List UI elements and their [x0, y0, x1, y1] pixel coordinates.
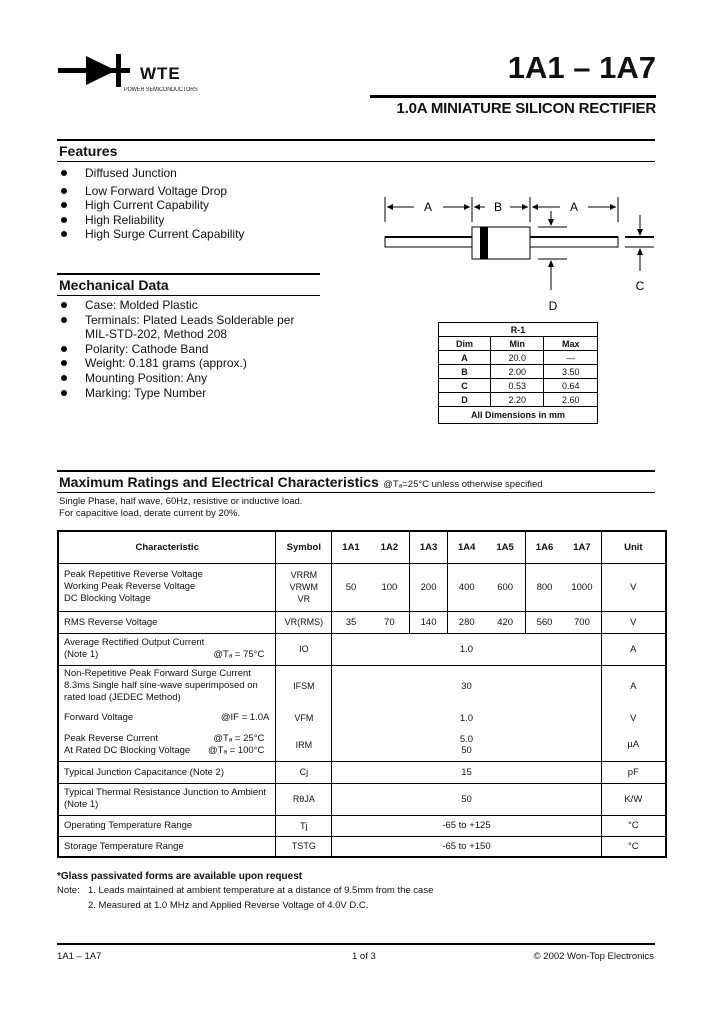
dim-label-a: A: [569, 200, 579, 214]
ratings-top-rule: [57, 470, 655, 472]
package-outline-diagram: [370, 185, 670, 315]
footer-part-range: 1A1 – 1A7: [57, 951, 102, 962]
table-row: Average Rectified Output Current (Note 1) @Tₐ = 75°C IO 1.0 A: [58, 633, 666, 665]
col-header: Min: [490, 337, 543, 351]
footer-rule: [57, 943, 655, 945]
page-subtitle: 1.0A MINIATURE SILICON RECTIFIER: [396, 100, 656, 117]
dim-label-a: A: [423, 200, 433, 214]
dimension-footnote: All Dimensions in mm: [439, 407, 598, 424]
ratings-heading: Maximum Ratings and Electrical Characteristics: [59, 474, 379, 490]
ratings-bottom-rule: [57, 492, 655, 493]
table-row: Typical Thermal Resistance Junction to Ambient (Note 1) RθJA 50 K/W: [58, 783, 666, 815]
ratings-intro-2: For capacitive load, derate current by 20%.: [59, 508, 241, 519]
table-row: A 20.0 —: [439, 351, 598, 365]
features-list: [59, 166, 349, 242]
feature-item: Low Forward Voltage Drop: [59, 184, 349, 199]
ratings-intro-1: Single Phase, half wave, 60Hz, resistive or inductive load.: [59, 496, 303, 507]
ratings-table: [57, 530, 667, 858]
footer-copyright: © 2002 Won-Top Electronics: [533, 951, 654, 962]
mechanical-bottom-rule: [57, 295, 320, 296]
table-row: D 2.20 2.60: [439, 393, 598, 407]
table-row: Typical Junction Capacitance (Note 2) Cj 15 pF: [58, 761, 666, 783]
col-header: Max: [544, 337, 598, 351]
table-row: RMS Reverse Voltage VR(RMS) 35 70 140 280 420 560 700 V: [58, 611, 666, 633]
mechanical-heading: Mechanical Data: [59, 277, 169, 293]
mechanical-item: Terminals: Plated Leads Solderable per MIL-STD-202, Method 208: [59, 313, 309, 342]
table-row: Forward Voltage @IF = 1.0A VFM 1.0 V: [58, 707, 666, 729]
mechanical-list: [59, 298, 309, 400]
col-header-symbol: Symbol: [276, 531, 332, 563]
ratings-heading-block: [59, 474, 543, 492]
note-2: 2. Measured at 1.0 MHz and Applied Reverse Voltage of 4.0V D.C.: [88, 900, 369, 911]
table-row: B 2.00 3.50: [439, 365, 598, 379]
table-header-row: Characteristic Symbol 1A1 1A2 1A3 1A4 1A5 1A6 1A7 Unit: [58, 531, 666, 563]
note-1: 1. Leads maintained at ambient temperature at a distance of 9.5mm from the case: [88, 885, 434, 896]
table-row: Peak Repetitive Reverse Voltage Working Peak Reverse Voltage DC Blocking Voltage VRRM VRWM VR 50 100 200 400 600 800 1000 V: [58, 563, 666, 611]
feature-item: Diffused Junction: [59, 166, 349, 181]
mechanical-top-rule: [57, 273, 320, 275]
mechanical-item: Mounting Position: Any: [59, 371, 309, 386]
dim-label-d: D: [548, 299, 558, 313]
dim-label-c: C: [635, 279, 645, 293]
package-name: R-1: [439, 323, 598, 337]
footer-page-number: 1 of 3: [352, 951, 376, 962]
features-heading: Features: [59, 143, 118, 159]
col-header: Dim: [439, 337, 491, 351]
mechanical-item: Weight: 0.181 grams (approx.): [59, 356, 309, 371]
dimension-table: [438, 322, 598, 424]
characteristic-cell: Peak Repetitive Reverse Voltage Working Peak Reverse Voltage DC Blocking Voltage: [58, 563, 276, 611]
feature-item: High Reliability: [59, 213, 349, 228]
logo-tagline: POWER SEMICONDUCTORS: [124, 87, 198, 93]
page-title: 1A1 – 1A7: [507, 50, 656, 85]
feature-item: High Surge Current Capability: [59, 227, 349, 242]
col-header-unit: Unit: [601, 531, 666, 563]
mechanical-item: Polarity: Cathode Band: [59, 342, 309, 357]
note-prefix: Note:: [57, 885, 80, 896]
feature-item: High Current Capability: [59, 198, 349, 213]
mechanical-item: Case: Molded Plastic: [59, 298, 309, 313]
mechanical-item: Marking: Type Number: [59, 386, 309, 401]
table-row: Peak Reverse Current @Tₐ = 25°C At Rated DC Blocking Voltage @Tₐ = 100°C IRM 5.0 50 µA: [58, 729, 666, 761]
glass-note: *Glass passivated forms are available upon request: [57, 871, 303, 882]
table-row: Non-Repetitive Peak Forward Surge Current 8.3ms Single half sine-wave superimposed on rated load (JEDEC Method) IFSM 30 A: [58, 665, 666, 707]
dim-label-b: B: [493, 200, 503, 214]
col-header-characteristic: Characteristic: [58, 531, 276, 563]
table-row: Storage Temperature Range TSTG -65 to +150 °C: [58, 836, 666, 857]
symbol-cell: VRRM VRWM VR: [276, 563, 332, 611]
logo-brand: WTE: [140, 64, 181, 83]
ratings-condition: @Tₐ=25°C unless otherwise specified: [383, 479, 543, 490]
features-bottom-rule: [57, 161, 655, 162]
table-row: Operating Temperature Range Tj -65 to +125 °C: [58, 815, 666, 836]
features-top-rule: [57, 139, 655, 141]
table-row: C 0.53 0.64: [439, 379, 598, 393]
title-divider: [370, 95, 656, 98]
